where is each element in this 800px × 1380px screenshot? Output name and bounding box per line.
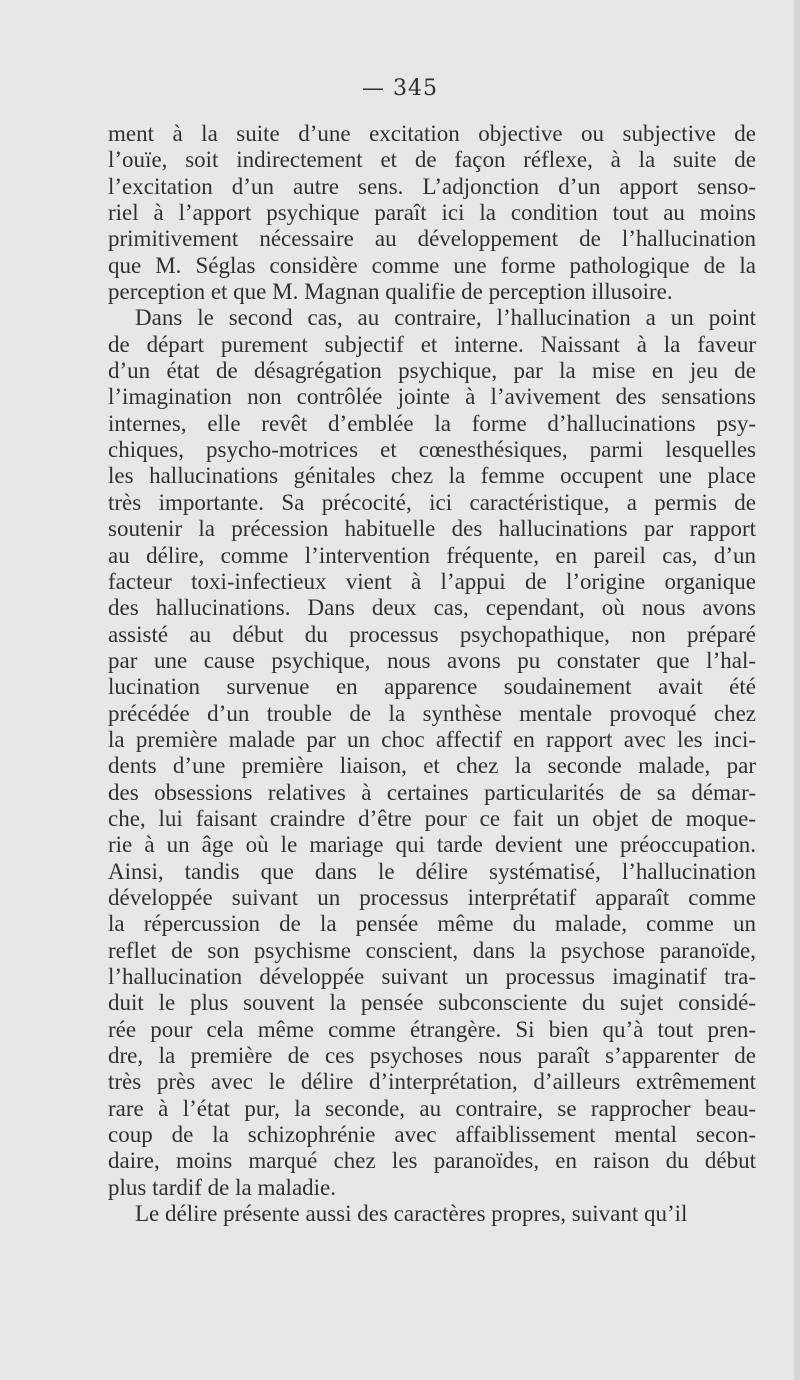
text-line: plus tardif de la maladie. [108, 1174, 337, 1200]
text-line: primitivement nécessaire au développement de l’hallucination [108, 226, 756, 252]
text-line: la répercussion de la pensée même du malade, comme un [108, 911, 756, 937]
page-number: — 345 [362, 76, 438, 101]
text-line: précédée d’un trouble de la synthèse mentale provoqué chez [108, 700, 756, 726]
text-line: très importante. Sa précocité, ici caractéristique, a permis de [108, 489, 756, 515]
text-line: l’imagination non contrôlée jointe à l’avivement des sensations [108, 384, 756, 410]
paragraph [108, 305, 756, 1201]
text-line: chiques, psycho-motrices et cœnesthésiques, parmi lesquelles [108, 437, 756, 463]
text-line: rée pour cela même comme étrangère. Si bien qu’à tout pren- [108, 1016, 756, 1042]
text-line: des hallucinations. Dans deux cas, cependant, où nous avons [108, 595, 756, 621]
text-line: des obsessions relatives à certaines particularités de sa démar- [108, 779, 756, 805]
text-line: duit le plus souvent la pensée subconsciente du sujet considé- [108, 990, 756, 1016]
text-line: développée suivant un processus interprétatif apparaît comme [108, 884, 756, 910]
text-line: soutenir la précession habituelle des hallucinations par rapport [108, 516, 756, 542]
text-line: d’un état de désagrégation psychique, par la mise en jeu de [108, 358, 756, 384]
text-line: au délire, comme l’intervention fréquente, en pareil cas, d’un [108, 542, 756, 568]
text-line: que M. Séglas considère comme une forme pathologique de la [108, 252, 756, 278]
text-line: internes, elle revêt d’emblée la forme d’hallucinations psy- [108, 410, 756, 436]
text-line: daire, moins marqué chez les paranoïdes, en raison du début [108, 1148, 756, 1174]
text-line: l’hallucination développée suivant un processus imaginatif tra- [108, 964, 756, 989]
text-line: très près avec le délire d’interprétation, d’ailleurs extrêmement [108, 1069, 756, 1095]
text-line: Ainsi, tandis que dans le délire systématisé, l’hallucination [108, 858, 756, 884]
text-line: lucination survenue en apparence soudainement avait été [108, 674, 756, 700]
paragraph [108, 1201, 756, 1227]
text-line: riel à l’apport psychique paraît ici la condition tout au moins [108, 200, 756, 226]
text-line: perception et que M. Magnan qualifie de perception illusoire. [108, 279, 673, 305]
text-line: reflet de son psychisme conscient, dans la psychose paranoïde, [108, 937, 756, 963]
text-line: ment à la suite d’une excitation objective ou subjective de [108, 121, 756, 146]
text-line: coup de la schizophrénie avec affaiblissement mental secon- [108, 1122, 756, 1148]
body-text [108, 121, 756, 1227]
text-line: la première malade par un choc affectif en rapport avec les inci- [108, 726, 756, 752]
text-line: rare à l’état pur, la seconde, au contraire, se rapprocher beau- [108, 1095, 756, 1121]
text-line: Dans le second cas, au contraire, l’hallucination a un point [135, 305, 756, 331]
text-line: rie à un âge où le mariage qui tarde devient une préoccupation. [108, 832, 756, 858]
text-line: facteur toxi-infectieux vient à l’appui de l’origine organique [108, 568, 756, 594]
page-edge [794, 0, 800, 1380]
text-line: dents d’une première liaison, et chez la seconde malade, par [108, 753, 756, 779]
text-line: par une cause psychique, nous avons pu constater que l’hal- [108, 647, 756, 673]
text-line: assisté au début du processus psychopathique, non préparé [108, 621, 756, 647]
text-line: dre, la première de ces psychoses nous paraît s’apparenter de [108, 1043, 756, 1069]
text-line: l’excitation d’un autre sens. L’adjonction d’un apport senso- [108, 173, 756, 199]
text-line: che, lui faisant craindre d’être pour ce fait un objet de moque- [108, 805, 756, 831]
text-line: l’ouïe, soit indirectement et de façon réflexe, à la suite de [108, 147, 756, 173]
text-line: de départ purement subjectif et interne. Naissant à la faveur [108, 331, 756, 357]
paragraph [108, 121, 756, 305]
text-line: Le délire présente aussi des caractères propres, suivant qu’il [135, 1201, 688, 1227]
text-line: les hallucinations génitales chez la femme occupent une place [108, 463, 756, 489]
